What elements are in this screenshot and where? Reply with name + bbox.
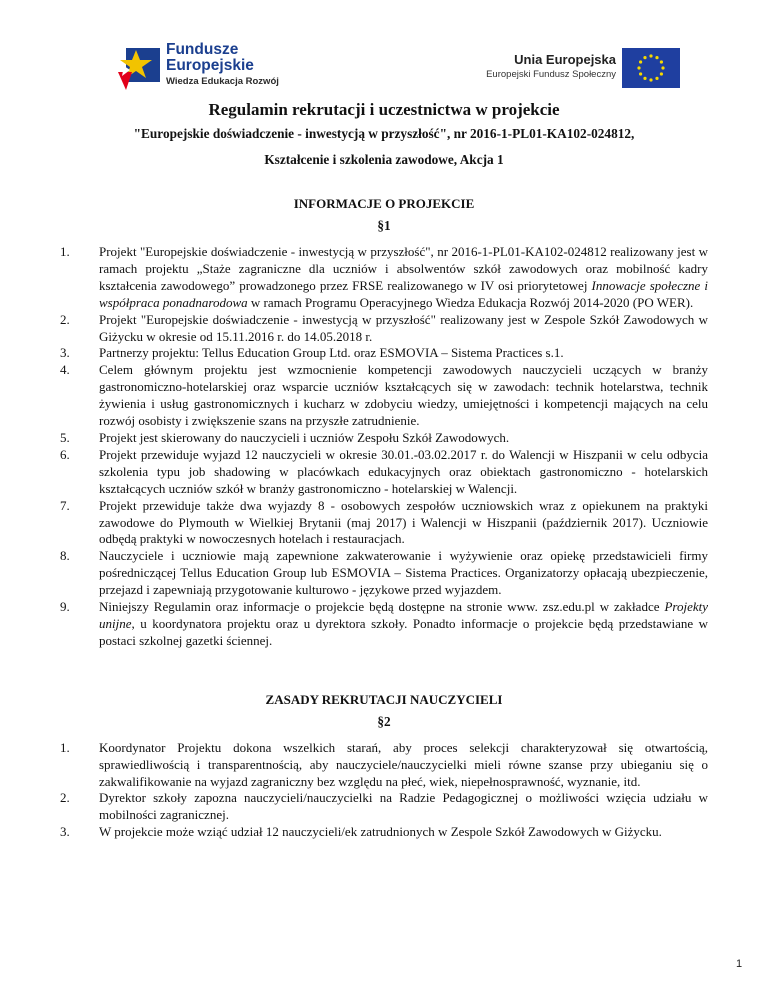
list-item-text: , u koordynatora projektu oraz u dyrektora szkoły. Ponadto informacje o projekcie będą przedstawiane w postaci szkolnej gazetki ściennej.	[99, 615, 708, 648]
list-item	[60, 824, 708, 841]
list-item-emphasis: Innowacje społeczne i współpraca ponadnarodowa	[99, 277, 708, 310]
list-item-number: 7.	[60, 497, 70, 513]
fundusze-europejskie-logo	[118, 38, 318, 98]
eu-logo-title: Unia Europejska	[514, 52, 616, 67]
eu-logo-subtitle: Europejski Fundusz Społeczny	[486, 69, 616, 80]
list-item-text: Projekt "Europejskie doświadczenie - inwestycją w przyszłość", nr 2016-1-PL01-KA102-024812 realizowany jest w ramach projektu „Staże zagraniczne dla uczniów i absolwentów szkół zawodowych oraz mobilność kadry kształcenia zawodowego” prowadzonego przez FRSE realizowanego w IV osi priorytetowej	[99, 244, 708, 293]
list-item-text: Partnerzy projektu: Tellus Education Group Ltd. oraz ESMOVIA – Sistema Practices s.1.	[99, 345, 564, 361]
project-name: "Europejskie doświadczenie - inwestycją w przyszłość", nr 2016-1-PL01-KA102-024812,	[133, 126, 635, 141]
list-item-number: 5.	[60, 429, 70, 445]
program-action: Kształcenie i szkolenia zawodowe, Akcja 1	[264, 152, 504, 167]
list-item-number: 1.	[60, 739, 70, 755]
list-item-text: Dyrektor szkoły zapozna nauczycieli/nauczycielki na Radzie Pedagogicznej o możliwości wzięcia udziału w mobilności zagranicznej.	[99, 790, 708, 823]
paragraph-mark-2: §2	[377, 713, 391, 729]
list-item	[60, 447, 708, 498]
document-title: Regulamin rekrutacji i uczestnictwa w projekcie	[208, 100, 560, 119]
list-item	[60, 548, 708, 599]
list-item	[60, 740, 708, 791]
eu-flag-icon	[622, 48, 680, 88]
logo-header	[0, 38, 768, 98]
list-item-number: 2.	[60, 311, 70, 327]
list-item	[60, 362, 708, 430]
list-item-text: Koordynator Projektu dokona wszelkich starań, aby proces selekcji charakteryzował się otwartością, sprawiedliwością i transparentnością, aby nauczyciele/nauczycielki mieli równe szanse przy ubieganiu się o zakwalifikowanie na wyjazd zagraniczny bez względu na płeć, wiek, niepełnosprawność, wyznanie, itd.	[99, 739, 708, 789]
list-item	[60, 498, 708, 549]
fe-star-mark-icon	[118, 42, 162, 92]
section-heading-zasady: ZASADY REKRUTACJI NAUCZYCIELI	[265, 691, 503, 707]
list-item-text: Projekt jest skierowany do nauczycieli i uczniów Zespołu Szkół Zawodowych.	[99, 429, 510, 445]
list-item	[60, 790, 708, 824]
list-item-text: W projekcie może wziąć udział 12 nauczycieli/ek zatrudnionych w Zespole Szkół Zawodowych w Giżycku.	[99, 824, 662, 840]
list-item-number: 4.	[60, 362, 70, 378]
list-item-number: 1.	[60, 244, 70, 259]
project-info-list	[60, 244, 708, 650]
page-number: 1	[736, 958, 743, 970]
recruitment-rules-list	[60, 740, 708, 841]
list-item-number: 2.	[60, 790, 70, 806]
list-item	[60, 430, 708, 447]
list-item-text: Projekt przewiduje wyjazd 12 nauczycieli w okresie 30.01.-03.02.2017 r. do Walencji w Hiszpanii w celu odbycia szkolenia typu job shadowing w placówkach edukacyjnych oraz obiektach gastronomiczno - hotelarskich kształcących uczniów szkół w branży gastronomiczno - hotelarskiej w Walencji.	[99, 446, 708, 496]
list-item	[60, 599, 708, 650]
list-item-text: Nauczyciele i uczniowie mają zapewnione zakwaterowanie i wyżywienie oraz opiekę przedstawicieli firmy pośredniczącej Tellus Education Group lub ESMOVIA – Sistema Practices. Organizatorzy opłacają ubezpieczenie, przejazd i zapewniają przygotowanie kulturowo - językowe przed wyjazdem.	[99, 548, 708, 598]
list-item-text: Projekt przewiduje także dwa wyjazdy 8 - osobowych zespołów uczniowskich wraz z opiekunem na praktyki zawodowe do Plymouth w Wielkiej Brytanii (maj 2017) i Walencji w Hiszpanii (październik 2017). Uczniowie odbędą praktyki w nowoczesnych hotelach i restauracjach.	[99, 497, 708, 547]
list-item	[60, 244, 708, 312]
unia-europejska-logo	[480, 48, 680, 98]
document-body	[60, 95, 708, 841]
list-item	[60, 345, 708, 362]
fe-logo-line3: Wiedza Edukacja Rozwój	[166, 76, 279, 87]
list-item-number: 9.	[60, 599, 70, 615]
list-item-number: 3.	[60, 345, 70, 361]
list-item	[60, 312, 708, 346]
list-item-emphasis: Projekty unijne	[99, 599, 708, 631]
paragraph-mark-1: §1	[377, 218, 391, 233]
list-item-text: Projekt "Europejskie doświadczenie - inwestycją w przyszłość" realizowany jest w Zespole Szkół Zawodowych w Giżycku w okresie od 15.11.2016 r. do 14.05.2018 r.	[99, 311, 708, 344]
list-item-number: 3.	[60, 824, 70, 840]
list-item-text: Celem głównym projektu jest wzmocnienie kompetencji zawodowych nauczycieli uczących w branży gastronomiczno-hotelarskiej oraz wsparcie uczniów kształcących się w zawodach: technik hotelarstwa, technik żywienia i usług gastronomicznych i kucharz w zdobyciu wiedzy, umiejętności i kompetencji mających na celu rozwój osobisty i zwiększenie szans na przyszłe zatrudnienie.	[99, 362, 708, 429]
fe-logo-line2: Europejskie	[166, 57, 254, 74]
section-heading-informacje: INFORMACJE O PROJEKCIE	[293, 196, 475, 211]
list-item-number: 8.	[60, 548, 70, 564]
list-item-text: w ramach Programu Operacyjnego Wiedza Edukacja Rozwój 2014-2020 (PO WER).	[247, 294, 694, 310]
fe-logo-line1: Fundusze	[166, 41, 239, 58]
list-item-number: 6.	[60, 446, 70, 462]
list-item-text: Niniejszy Regulamin oraz informacje o projekcie będą dostępne na stronie www. zsz.edu.pl w zakładce	[99, 599, 665, 615]
